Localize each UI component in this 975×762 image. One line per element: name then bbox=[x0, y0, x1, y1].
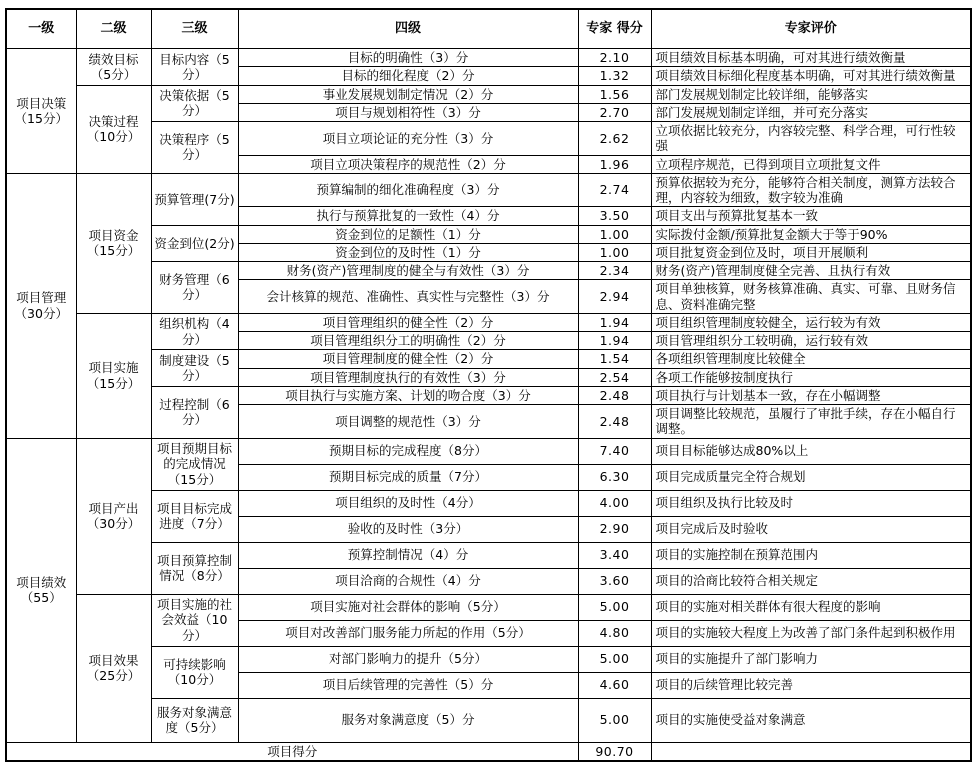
indicator-cell: 执行与预算批复的一致性（4）分 bbox=[238, 207, 578, 225]
level1-cell: 项目绩效（55） bbox=[6, 438, 76, 742]
evaluation-cell: 项目组织管理制度较健全，运行较为有效 bbox=[651, 313, 971, 331]
indicator-cell: 项目立项决策程序的规范性（2）分 bbox=[238, 155, 578, 173]
evaluation-cell: 项目调整比较规范，虽履行了审批手续，存在小幅自行调整。 bbox=[651, 405, 971, 439]
score-cell: 4.80 bbox=[578, 620, 651, 646]
indicator-cell: 事业发展规划制定情况（2）分 bbox=[238, 85, 578, 103]
evaluation-cell: 项目批复资金到位及时，项目开展顺利 bbox=[651, 243, 971, 261]
indicator-cell: 预期目标完成的质量（7分） bbox=[238, 464, 578, 490]
evaluation-cell: 财务(资产)管理制度健全完善、且执行有效 bbox=[651, 262, 971, 280]
evaluation-cell: 项目完成质量完全符合规划 bbox=[651, 464, 971, 490]
indicator-cell: 资金到位的足额性（1）分 bbox=[238, 225, 578, 243]
evaluation-cell: 项目执行与计划基本一致，存在小幅调整 bbox=[651, 386, 971, 404]
level2-cell: 项目资金（15分） bbox=[76, 173, 151, 313]
table-row bbox=[6, 262, 971, 280]
score-cell: 3.50 bbox=[578, 207, 651, 225]
indicator-cell: 项目立项论证的充分性（3）分 bbox=[238, 122, 578, 156]
score-cell: 1.00 bbox=[578, 243, 651, 261]
score-cell: 2.48 bbox=[578, 386, 651, 404]
score-cell: 2.10 bbox=[578, 49, 651, 67]
evaluation-cell: 项目组织及执行比较及时 bbox=[651, 490, 971, 516]
evaluation-cell: 项目的实施使受益对象满意 bbox=[651, 698, 971, 742]
level1-cell: 项目管理（30分） bbox=[6, 173, 76, 438]
header-expert-evaluation: 专家评价 bbox=[651, 9, 971, 49]
total-score-evaluation-empty bbox=[651, 742, 971, 761]
score-cell: 2.94 bbox=[578, 280, 651, 314]
score-cell: 1.32 bbox=[578, 67, 651, 85]
indicator-cell: 项目执行与实施方案、计划的吻合度（3）分 bbox=[238, 386, 578, 404]
evaluation-cell: 项目的实施提升了部门影响力 bbox=[651, 646, 971, 672]
level3-cell: 目标内容（5分） bbox=[151, 49, 238, 86]
evaluation-cell: 部门发展规划制定比较详细，能够落实 bbox=[651, 85, 971, 103]
score-cell: 2.74 bbox=[578, 173, 651, 207]
score-cell: 1.56 bbox=[578, 85, 651, 103]
indicator-cell: 项目管理制度执行的有效性（3）分 bbox=[238, 368, 578, 386]
total-score-label: 项目得分 bbox=[6, 742, 578, 761]
evaluation-cell: 项目绩效目标细化程度基本明确，可对其进行绩效衡量 bbox=[651, 67, 971, 85]
level3-cell: 过程控制（6分） bbox=[151, 386, 238, 438]
header-level3: 三级 bbox=[151, 9, 238, 49]
indicator-cell: 服务对象满意度（5）分 bbox=[238, 698, 578, 742]
level3-cell: 资金到位(2分) bbox=[151, 225, 238, 262]
table-row bbox=[6, 386, 971, 404]
indicator-cell: 项目组织的及时性（4分） bbox=[238, 490, 578, 516]
indicator-cell: 会计核算的规范、准确性、真实性与完整性（3）分 bbox=[238, 280, 578, 314]
score-cell: 4.00 bbox=[578, 490, 651, 516]
indicator-cell: 项目实施对社会群体的影响（5分） bbox=[238, 594, 578, 620]
level3-cell: 决策程序（5分） bbox=[151, 122, 238, 174]
indicator-cell: 项目对改善部门服务能力所起的作用（5分） bbox=[238, 620, 578, 646]
score-cell: 2.48 bbox=[578, 405, 651, 439]
score-cell: 5.00 bbox=[578, 698, 651, 742]
evaluation-cell: 立项程序规范，已得到项目立项批复文件 bbox=[651, 155, 971, 173]
score-cell: 1.96 bbox=[578, 155, 651, 173]
indicator-cell: 项目管理制度的健全性（2）分 bbox=[238, 350, 578, 368]
table-header bbox=[6, 9, 971, 49]
evaluation-cell: 部门发展规划制定详细，并可充分落实 bbox=[651, 103, 971, 121]
indicator-cell: 验收的及时性（3分） bbox=[238, 516, 578, 542]
level3-cell: 决策依据（5分） bbox=[151, 85, 238, 122]
indicator-cell: 目标的细化程度（2）分 bbox=[238, 67, 578, 85]
evaluation-cell: 各项组织管理制度比较健全 bbox=[651, 350, 971, 368]
total-score-row bbox=[6, 742, 971, 761]
level2-cell: 决策过程（10分） bbox=[76, 85, 151, 173]
level3-cell: 项目目标完成进度（7分） bbox=[151, 490, 238, 542]
table-row bbox=[6, 122, 971, 156]
table-row bbox=[6, 313, 971, 331]
indicator-cell: 预期目标的完成程度（8分） bbox=[238, 438, 578, 464]
level3-cell: 项目实施的社会效益（10分） bbox=[151, 594, 238, 646]
evaluation-table bbox=[5, 8, 972, 762]
level2-cell: 项目效果（25分） bbox=[76, 594, 151, 742]
evaluation-cell: 项目绩效目标基本明确，可对其进行绩效衡量 bbox=[651, 49, 971, 67]
total-score-value: 90.70 bbox=[578, 742, 651, 761]
score-cell: 2.54 bbox=[578, 368, 651, 386]
indicator-cell: 对部门影响力的提升（5分） bbox=[238, 646, 578, 672]
score-cell: 1.94 bbox=[578, 332, 651, 350]
score-cell: 1.54 bbox=[578, 350, 651, 368]
level2-cell: 项目实施（15分） bbox=[76, 313, 151, 438]
table-row bbox=[6, 698, 971, 742]
level3-cell: 制度建设（5分） bbox=[151, 350, 238, 387]
table-body bbox=[6, 49, 971, 761]
indicator-cell: 项目管理组织的健全性（2）分 bbox=[238, 313, 578, 331]
level3-cell: 预算管理(7分) bbox=[151, 173, 238, 225]
header-row bbox=[6, 9, 971, 49]
header-level2: 二级 bbox=[76, 9, 151, 49]
evaluation-cell: 预算依据较为充分，能够符合相关制度，测算方法较合理，内容较为细致，数字较为准确 bbox=[651, 173, 971, 207]
evaluation-cell: 实际拨付金额/预算批复金额大于等于90% bbox=[651, 225, 971, 243]
level3-cell: 组织机构（4分） bbox=[151, 313, 238, 350]
indicator-cell: 目标的明确性（3）分 bbox=[238, 49, 578, 67]
score-cell: 4.60 bbox=[578, 672, 651, 698]
evaluation-cell: 项目的实施控制在预算范围内 bbox=[651, 542, 971, 568]
score-cell: 3.40 bbox=[578, 542, 651, 568]
indicator-cell: 项目与规划相符性（3）分 bbox=[238, 103, 578, 121]
level1-cell: 项目决策（15分） bbox=[6, 49, 76, 174]
evaluation-cell: 项目的洽商比较符合相关规定 bbox=[651, 568, 971, 594]
score-cell: 2.34 bbox=[578, 262, 651, 280]
level2-cell: 项目产出（30分） bbox=[76, 438, 151, 594]
level3-cell: 服务对象满意度（5分） bbox=[151, 698, 238, 742]
table-row bbox=[6, 594, 971, 620]
level2-cell: 绩效目标（5分） bbox=[76, 49, 151, 86]
score-cell: 5.00 bbox=[578, 594, 651, 620]
indicator-cell: 资金到位的及时性（1）分 bbox=[238, 243, 578, 261]
indicator-cell: 项目后续管理的完善性（5）分 bbox=[238, 672, 578, 698]
table-row bbox=[6, 225, 971, 243]
evaluation-cell: 立项依据比较充分，内容较完整、科学合理，可行性较强 bbox=[651, 122, 971, 156]
evaluation-cell: 项目目标能够达成80%以上 bbox=[651, 438, 971, 464]
table-row bbox=[6, 85, 971, 103]
score-cell: 5.00 bbox=[578, 646, 651, 672]
indicator-cell: 预算控制情况（4）分 bbox=[238, 542, 578, 568]
score-cell: 1.00 bbox=[578, 225, 651, 243]
indicator-cell: 项目调整的规范性（3）分 bbox=[238, 405, 578, 439]
table-row bbox=[6, 173, 971, 207]
indicator-cell: 项目管理组织分工的明确性（2）分 bbox=[238, 332, 578, 350]
evaluation-cell: 项目管理组织分工较明确，运行较有效 bbox=[651, 332, 971, 350]
header-level1: 一级 bbox=[6, 9, 76, 49]
level3-cell: 项目预算控制情况（8分） bbox=[151, 542, 238, 594]
level3-cell: 财务管理（6分） bbox=[151, 262, 238, 314]
table-row bbox=[6, 49, 971, 67]
header-expert-score: 专家 得分 bbox=[578, 9, 651, 49]
evaluation-cell: 项目支出与预算批复基本一致 bbox=[651, 207, 971, 225]
evaluation-cell: 项目的实施对相关群体有很大程度的影响 bbox=[651, 594, 971, 620]
score-cell: 2.90 bbox=[578, 516, 651, 542]
indicator-cell: 财务(资产)管理制度的健全与有效性（3）分 bbox=[238, 262, 578, 280]
evaluation-cell: 项目的后续管理比较完善 bbox=[651, 672, 971, 698]
evaluation-cell: 项目完成后及时验收 bbox=[651, 516, 971, 542]
table-row bbox=[6, 350, 971, 368]
indicator-cell: 预算编制的细化准确程度（3）分 bbox=[238, 173, 578, 207]
table-row bbox=[6, 542, 971, 568]
level3-cell: 可持续影响（10分） bbox=[151, 646, 238, 698]
evaluation-cell: 各项工作能够按制度执行 bbox=[651, 368, 971, 386]
score-cell: 3.60 bbox=[578, 568, 651, 594]
score-cell: 7.40 bbox=[578, 438, 651, 464]
score-cell: 2.70 bbox=[578, 103, 651, 121]
table-row bbox=[6, 646, 971, 672]
indicator-cell: 项目洽商的合规性（4）分 bbox=[238, 568, 578, 594]
table-row bbox=[6, 490, 971, 516]
header-level4: 四级 bbox=[238, 9, 578, 49]
score-cell: 6.30 bbox=[578, 464, 651, 490]
level3-cell: 项目预期目标的完成情况（15分） bbox=[151, 438, 238, 490]
evaluation-cell: 项目单独核算，财务核算准确、真实、可靠、且财务信息、资料准确完整 bbox=[651, 280, 971, 314]
table-row bbox=[6, 438, 971, 464]
score-cell: 1.94 bbox=[578, 313, 651, 331]
evaluation-cell: 项目的实施较大程度上为改善了部门条件起到积极作用 bbox=[651, 620, 971, 646]
score-cell: 2.62 bbox=[578, 122, 651, 156]
